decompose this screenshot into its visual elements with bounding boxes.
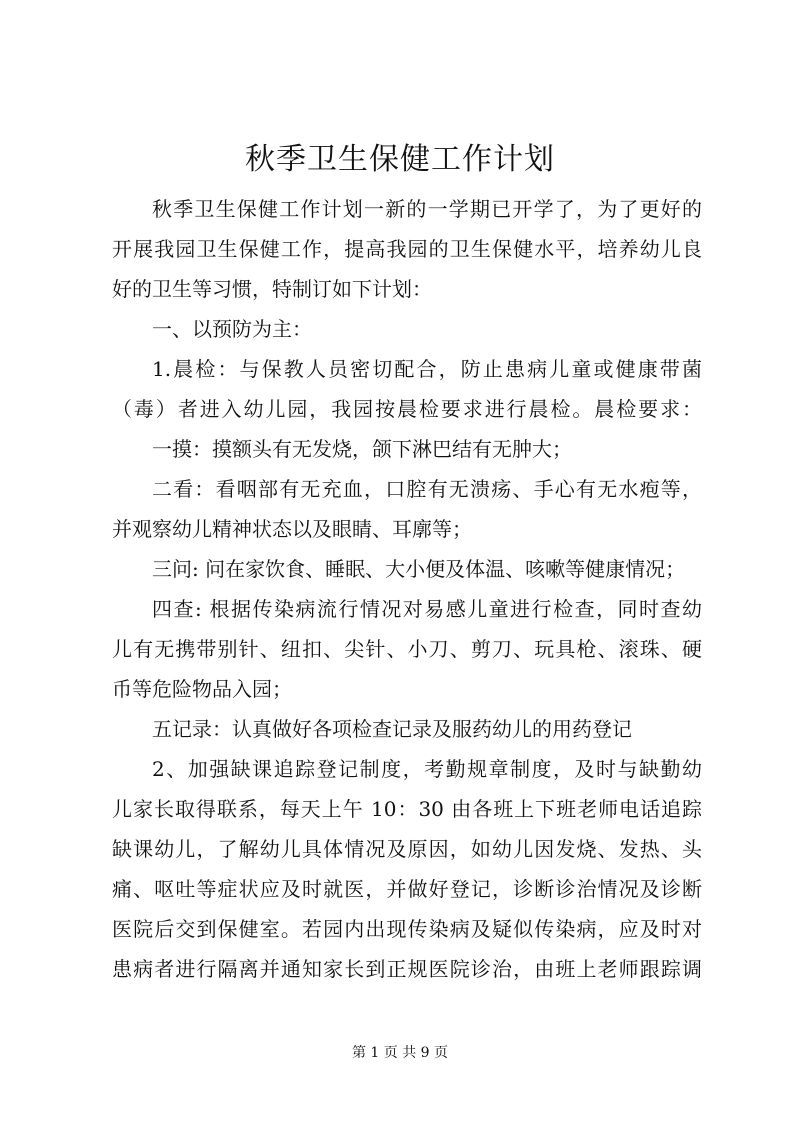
paragraph-line: 四查: 根据传染病流行情况对易感儿童进行检查，同时查幼: [152, 597, 702, 621]
paragraph-line: 患病者进行隔离并通知家长到正规医院诊治，由班上老师跟踪调: [112, 957, 702, 981]
paragraph-line: 一摸：摸额头有无发烧，颌下淋巴结有无肿大；: [152, 437, 572, 461]
paragraph-line: 痛、呕吐等症状应及时就医，并做好登记，诊断诊治情况及诊断: [112, 877, 702, 901]
paragraph-line: 五记录：认真做好各项检查记录及服药幼儿的用药登记: [152, 717, 632, 741]
page-title: 秋季卫生保健工作计划: [245, 142, 555, 177]
paragraph-line: 缺课幼儿，了解幼儿具体情况及原因，如幼儿因发烧、发热、头: [112, 837, 702, 861]
document-body: [112, 189, 702, 989]
page-footer: 第 1 页 共 9 页: [351, 1045, 449, 1061]
paragraph-line: 三问: 问在家饮食、睡眠、大小便及体温、咳嗽等健康情况；: [152, 557, 686, 581]
paragraph-line: 开展我园卫生保健工作，提高我园的卫生保健水平，培养幼儿良: [112, 237, 702, 261]
section-heading: 一、以预防为主：: [152, 317, 312, 341]
paragraph-line: 秋季卫生保健工作计划一新的一学期已开学了，为了更好的: [152, 197, 702, 221]
paragraph-line: 医院后交到保健室。若园内出现传染病及疑似传染病，应及时对: [112, 917, 702, 941]
paragraph-line: （毒）者进入幼儿园，我园按晨检要求进行晨检。晨检要求：: [112, 397, 702, 421]
paragraph-line: 币等危险物品入园；: [112, 677, 292, 701]
paragraph-line: 儿有无携带别针、纽扣、尖针、小刀、剪刀、玩具枪、滚珠、硬: [112, 637, 702, 661]
paragraph-line: 儿家长取得联系，每天上午 10：30 由各班上下班老师电话追踪: [112, 797, 702, 821]
paragraph-line: 二看：看咽部有无充血，口腔有无溃疡、手心有无水疱等，: [152, 477, 702, 501]
paragraph-line: 1.晨检：与保教人员密切配合，防止患病儿童或健康带菌: [152, 357, 702, 381]
paragraph-line: 2、加强缺课追踪登记制度，考勤规章制度，及时与缺勤幼: [152, 757, 702, 781]
paragraph-line: 并观察幼儿精神状态以及眼睛、耳廓等；: [112, 517, 472, 541]
paragraph-line: 好的卫生等习惯，特制订如下计划：: [112, 277, 432, 301]
